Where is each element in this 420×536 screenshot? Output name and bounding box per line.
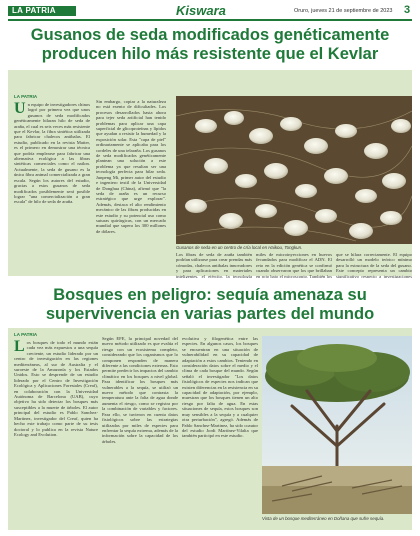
article2-headline: Bosques en peligro: sequía amenaza su supervivencia en varias partes del mundo	[45, 286, 375, 323]
silkworm-photo-art	[176, 96, 412, 244]
article1-dropcap: U	[14, 102, 26, 117]
masthead-rule	[8, 19, 412, 21]
article2-byline: LA PATRIA	[14, 332, 38, 337]
article1-headline: Gusanos de seda modificados genéticamente producen hilo más resistente que el Kevlar	[30, 26, 390, 63]
article1-col1-text: n equipo de investigadores chinos logró por primera vez que unos gusanos de seda modificados genéticamente hilaran hilo de seda de araña, el cual es seis veces más resistente que el Kevlar, la fibra sintética utilizada para fabricar chalecos antibalas. El estudio, publicado en la revista Matter, es el primero en demostrar una técnica que podría emplearse para fabricar una alternativa ecológica a las fibras sintéticas comerciales como el nailon. Actualmente, la seda de gusano es la única fibra animal comercializada a gran escala. Según los autores del estudio, gracias a estos gusanos de seda modificados posiblemente será posible lograr "una comercialización a gran escala" de hilo de seda de araña.	[14, 102, 90, 205]
article2-column-1	[14, 340, 98, 530]
article1-column-5: que se hilara correctamente. El equipo desarrolló un modelo teórico mínimo para la estructura de la seda del gusano. Este concepto representa un cambio significativo respecto a investigaciones	[336, 252, 412, 278]
article1-column-4: miles de microinyecciones en huevos fecundados para modificar el ADN. El reto en la edición genética se confirmó cuando observaron que los que brillaban en rojo bajo el microscopio. También los	[256, 252, 332, 278]
silkworm-photo	[176, 96, 412, 244]
date-line: Oruro, jueves 21 de septiembre de 2023	[294, 8, 393, 14]
forest-photo	[262, 336, 412, 514]
silkworm-photo-caption: Gusanos de seda en un centro de cría local en Haikou, Tongkun.	[176, 245, 303, 250]
article2-column-2: Según EFE, la principal novedad del nuevo método utilizado es que evalúa el riesgo con un ecosistema completo, considerando que los organismos que lo componen responden de manera diferente a las condiciones externas. Esto permite predecir los impactos del cambio climático en los bosques a nivel global. Para identificar los bosques más vulnerables a la sequía, se utilizó un nuevo método que contrasta la temperatura ante la falta de agua donde aumenta el riesgo, como se registra por la combinación de variables y factores. Para ello, se tuvieron en cuenta datos fisiológicos sobre las estrategias utilizadas por miles de especies para enfrentar la sequía extrema, además de la información sobre la capacidad de los árboles.	[102, 336, 178, 444]
article1-column-1	[14, 102, 90, 278]
article1-column-2: Sin embargo, copiar a la naturaleza no está exento de dificultades. Los procesos desarrollados hasta ahora para tejer seda artificial han tenido problemas para aplicar una capa superficial de glicoproteínas y lípidos que ayudan a resistir la humedad y la exposición solar. Esta "capa de piel" ordinariamente se aplicaba para los cordeles de una telaraña. Los gusanos de seda modificados genéticamente plantean una solución a este problema ya que resultan ser una tecnología perfecta para hilar seda. Junpeng Mi, primer autor del estudio e ingeniero textil de la Universidad de Donghua (China), afirmó que "la seda de araña es un recurso estratégico que urge explorar". Además, destaca el alto rendimiento mecánico de las fibras producidas en este estudio y su potencial uso como suturas quirúrgicas, con un mercado mundial que supera los 300 millones de dólares.	[96, 99, 166, 234]
section-name: Kiswara	[176, 3, 226, 18]
forest-photo-caption: Vista de un bosque mediterráneo en Doñana que sufre sequía.	[262, 516, 385, 521]
article2-dropcap: L	[14, 340, 25, 355]
newspaper-name: LA PATRIA	[12, 6, 56, 15]
article2-column-3: evolutiva y filogenética entre las especies. En algunos casos, los bosques se encuentran en una situación de vulnerabilidad en su capacidad de adaptación a estos cambios. Teniendo en consideración datos sobre el medio y el clima de cada bosque del mundo. Según señaló el investigador "Los datos fisiológicos de especies nos indican que existen diferencias en la resistencia en su capacidad de adaptación, por ejemplo, muestran que los bosques tienen un alto riesgo por falta de agua. En estas situaciones de sequía, estos bosques son muy sensibles a la sequía y a cualquier otra perturbación", agregó. Además de Pablo Sanchez-Martinez, ha sido coautor del estudio Jordi Martínez-Vilalta que también participó en este estudio.	[182, 336, 258, 439]
page-number: 3	[404, 4, 411, 16]
forest-photo-art	[262, 336, 412, 514]
article1-byline: LA PATRIA	[14, 94, 38, 99]
article1-column-3: Los fibras de seda de araña también podrían utilizarse para crear prendas más cómodas, chalecos antibalas innovadores y para aplicaciones en materiales inteligentes, el ejército, la tecnología	[176, 252, 252, 278]
article2-col1-text: os bosques de todo el mundo están cada vez más expuestos a una sequía creciente, un estudio liderado por un centro de investigación en las regiones mediterráneas, al sur de Australia y el suroeste de la Amazonía y los Estados Unidos. Esto se desprende de un estudio liderado por el Centro de Investigación Ecológica y Aplicaciones Forestales (Creaf), en colaboración con la Universidad Autónoma de Barcelona (UAB), cuyo objetivo ha sido detectar los bosques más susceptibles a la muerte de árboles. El autor principal del estudio es Pablo Sanchez-Martinez, investigador del Creaf, quien ha hecho este trabajo como parte de su tesis doctoral y lo publica en la revista Nature Ecology and Evolution.	[14, 340, 98, 437]
